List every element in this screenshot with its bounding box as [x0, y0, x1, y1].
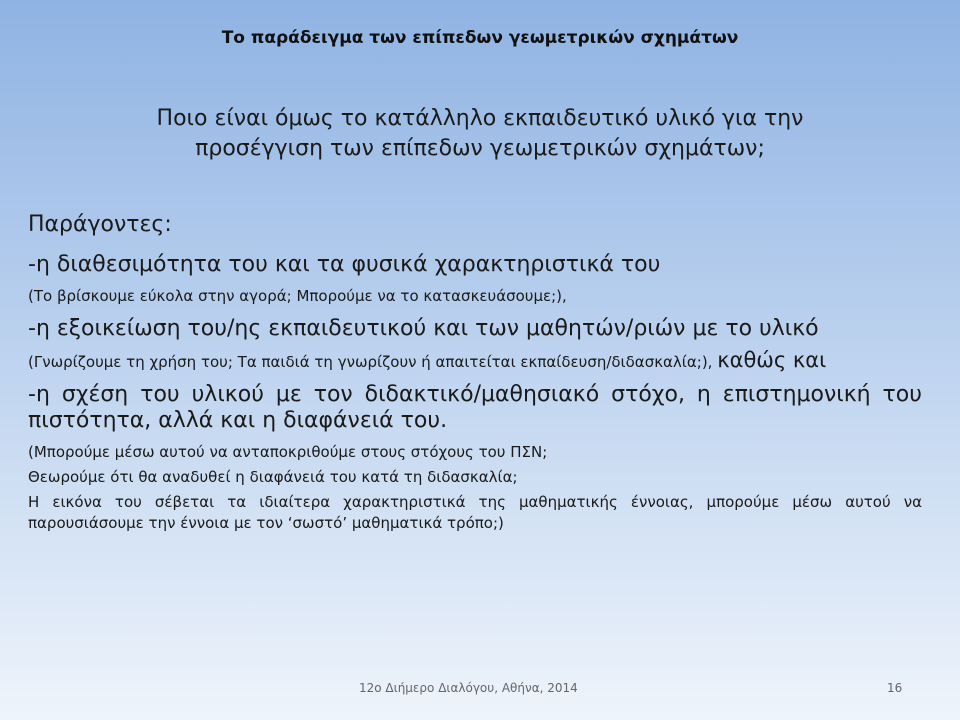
factor-3-note-3: Η εικόνα του σέβεται τα ιδιαίτερα χαρακτηριστικά της μαθηματικής έννοιας, μπορούμε μέσω αυτού να παρουσιάσουμε την έννοια με τον ‘σωστό’ μαθηματικά τρόπο;): [28, 493, 922, 532]
slide-question: [60, 104, 900, 164]
factor-3-note-2: Θεωρούμε ότι θα αναδυθεί η διαφάνειά του κατά τη διδασκαλία;: [28, 468, 518, 486]
factor-2-note-text: (Γνωρίζουμε τη χρήση του; Τα παιδιά τη γνωρίζουν ή απαιτείται εκπαίδευση/διδασκαλία;),: [28, 353, 713, 371]
factor-1-note: (Το βρίσκουμε εύκολα στην αγορά; Μπορούμε να το κατασκευάσουμε;),: [28, 287, 567, 305]
question-line-1: Ποιο είναι όμως το κατάλληλο εκπαιδευτικό υλικό για την: [156, 106, 804, 131]
factor-3-note-1: (Μπορούμε μέσω αυτού να ανταποκριθούμε στους στόχους του ΠΣΝ;: [28, 443, 548, 461]
factors-heading: Παράγοντες:: [28, 212, 172, 237]
footer-text: 12ο Διήμερο Διαλόγου, Αθήνα, 2014: [359, 681, 578, 695]
factor-2: -η εξοικείωση του/ης εκπαιδευτικού και των μαθητών/ριών με το υλικό: [28, 316, 819, 341]
factor-2-note: [28, 350, 922, 373]
question-line-2: προσέγγιση των επίπεδων γεωμετρικών σχημάτων;: [195, 136, 765, 161]
slide-body: [28, 212, 922, 534]
factor-2-connector: καθώς και: [717, 348, 827, 372]
page-number: 16: [887, 681, 903, 695]
factor-3: -η σχέση του υλικού με τον διδακτικό/μαθησιακό στόχο, η επιστημονική του πιστότητα, αλλά και η διαφάνειά του.: [28, 382, 922, 433]
slide-title: Το παράδειγμα των επίπεδων γεωμετρικών σχημάτων: [221, 28, 739, 48]
factor-1: -η διαθεσιμότητα του και τα φυσικά χαρακτηριστικά του: [28, 252, 661, 277]
